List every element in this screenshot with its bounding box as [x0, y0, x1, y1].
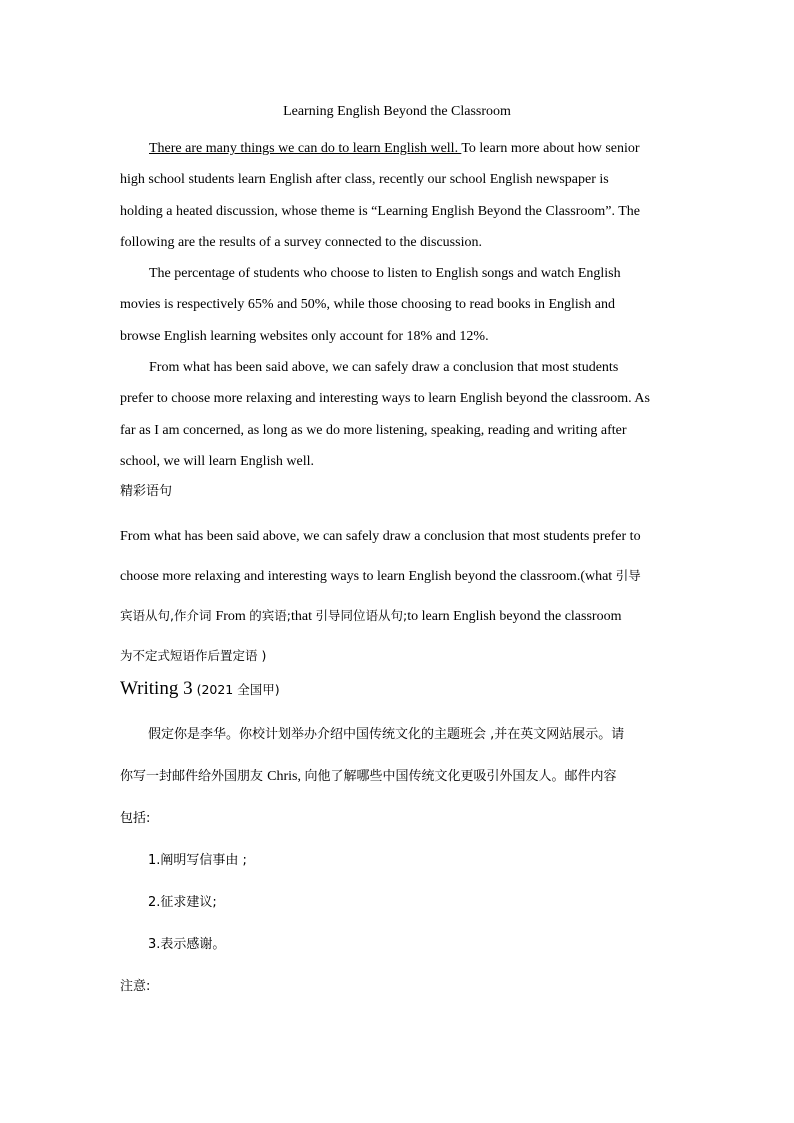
paragraph-3-line-2: prefer to choose more relaxing and interesting ways to learn English beyond the classroom. As — [120, 391, 650, 407]
task-item-2: 2.征求建议; — [148, 895, 217, 910]
note-label: 注意: — [120, 979, 151, 994]
task-item-1: 1.阐明写信事由 ; — [148, 853, 247, 868]
paragraph-2-line-1: The percentage of students who choose to listen to English songs and watch English — [149, 266, 621, 282]
writing-heading — [120, 676, 280, 703]
paragraph-1-line-1: There are many things we can do to learn English well. To learn more about how senior — [149, 141, 640, 156]
paragraph-3-line-4: school, we will learn English well. — [120, 453, 315, 469]
paragraph-3-line-3: far as I am concerned, as long as we do more listening, speaking, reading and writing after — [120, 422, 627, 438]
writing-heading-title: Writing 3 — [120, 678, 193, 699]
paragraph-3-line-1: From what has been said above, we can safely draw a conclusion that most students — [149, 360, 619, 376]
writing-task — [120, 714, 680, 1008]
writing-source: (2021 全国甲) — [192, 682, 280, 697]
paragraph-1 — [120, 133, 676, 258]
paragraph-2-line-3: browse English learning websites only account for 18% and 12%. — [120, 328, 489, 344]
paragraph-2-line-2: movies is respectively 65% and 50%, while those choosing to read books in English and — [120, 297, 615, 313]
essay-body — [120, 133, 676, 477]
highlight-label: 精彩语句 — [120, 484, 173, 499]
paragraph-1-line-3: holding a heated discussion, whose theme is “Learning English Beyond the Classroom”. The — [120, 203, 640, 219]
highlight-line-1: From what has been said above, we can safely draw a conclusion that most students prefer to — [120, 529, 641, 544]
task-line-3: 包括: — [120, 811, 151, 826]
paragraph-3 — [120, 352, 676, 477]
task-line-1: 假定你是李华。你校计划举办介绍中国传统文化的主题班会 ,并在英文网站展示。请 — [148, 727, 625, 742]
underlined-topic-sentence: There are many things we can do to learn English well. — [149, 141, 462, 156]
paragraph-2 — [120, 258, 676, 352]
essay-title: Learning English Beyond the Classroom — [283, 104, 511, 119]
task-item-3: 3.表示感谢。 — [148, 937, 226, 952]
paragraph-1-line-2: high school students learn English after class, recently our school English newspaper is — [120, 172, 609, 188]
task-line-2: 你写一封邮件给外国朋友 Chris, 向他了解哪些中国传统文化更吸引外国友人。邮件内容 — [120, 769, 617, 784]
highlight-line-4: 为不定式短语作后置定语 ) — [120, 648, 267, 663]
highlight-line-2: choose more relaxing and interesting ways to learn English beyond the classroom.(what 引导 — [120, 568, 641, 584]
highlight-note — [120, 517, 680, 675]
paragraph-1-line-4: following are the results of a survey connected to the discussion. — [120, 234, 482, 250]
highlight-line-3: 宾语从句,作介词 From 的宾语;that 引导同位语从句;to learn English beyond the classroom — [120, 608, 622, 624]
